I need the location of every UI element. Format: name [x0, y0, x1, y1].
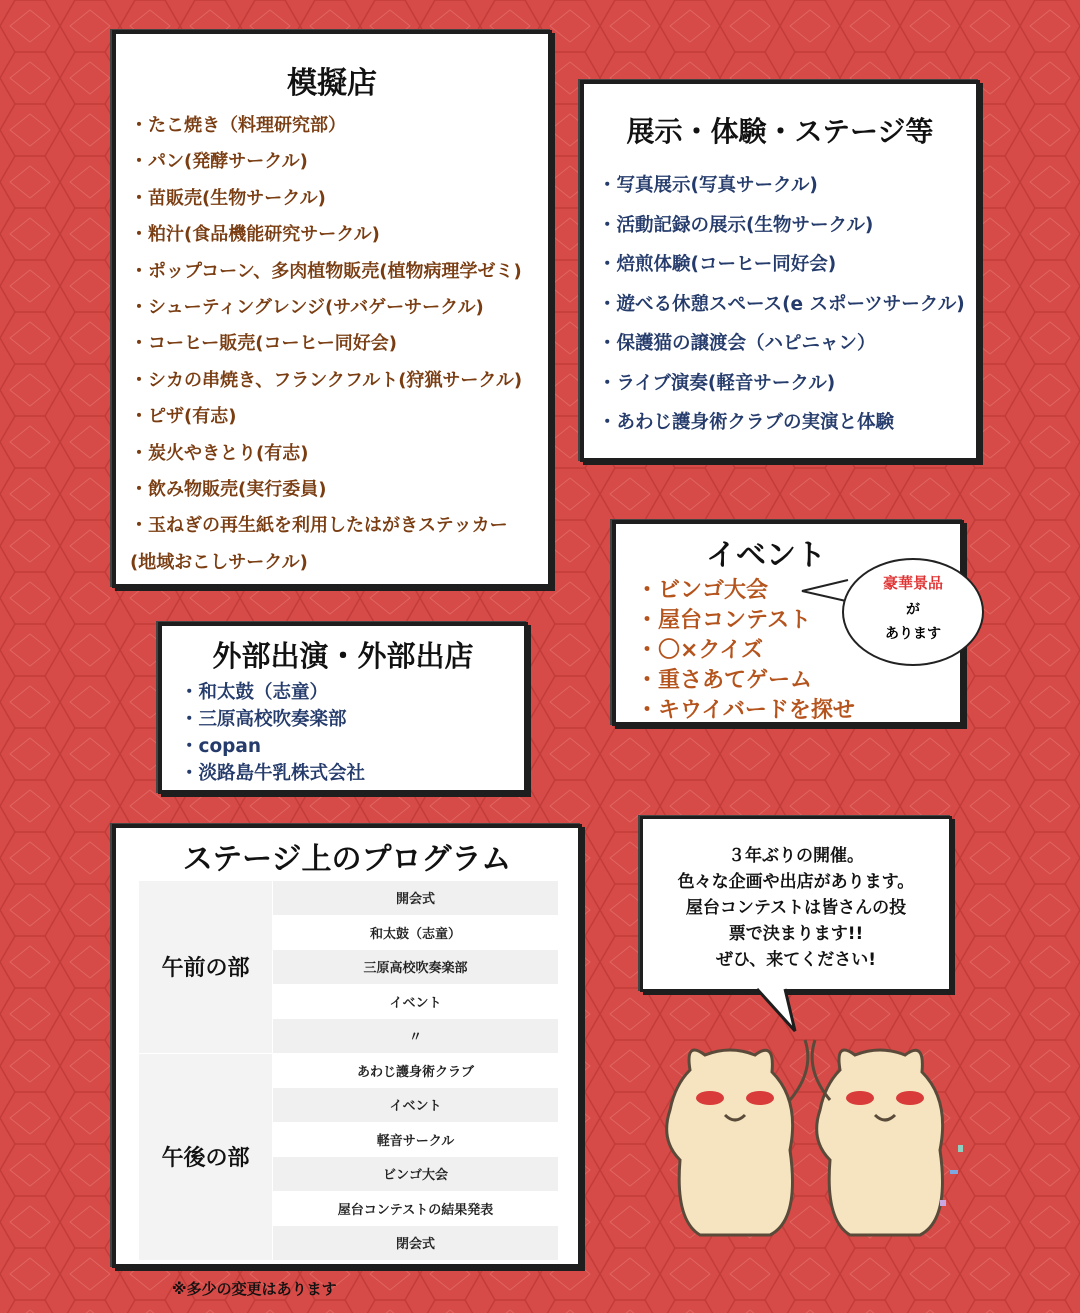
- list-item: ・写真展示(写真サークル): [598, 175, 818, 196]
- list-item: ・飲み物販売(実行委員): [130, 479, 327, 501]
- stage-title: ステージ上のプログラム: [182, 842, 512, 877]
- list-item: ・あわじ護身術クラブの実演と体験: [598, 412, 895, 433]
- mogiten-list: [130, 108, 548, 581]
- list-item: ・炭火やきとり(有志): [130, 442, 309, 464]
- list-item: ・三原高校吹奏楽部: [180, 709, 347, 730]
- program-table: [138, 880, 559, 1261]
- speech-tail: [755, 985, 815, 1035]
- speech-line: ぜひ、来てください!: [715, 950, 877, 970]
- speech-line: 色々な企画や出店があります。: [677, 872, 915, 892]
- list-item: ・遊べる休憩スペース(e スポーツサークル): [598, 293, 965, 315]
- program-item: イベント: [273, 1088, 559, 1123]
- program-item: 開会式: [273, 881, 559, 916]
- gaibu-panel: [158, 622, 528, 794]
- list-item: ・活動記録の展示(生物サークル): [598, 214, 874, 236]
- prize-line2: が: [906, 602, 920, 618]
- list-item: ・シューティングレンジ(サバゲーサークル): [130, 297, 484, 319]
- mogiten-title: 模擬店: [287, 66, 377, 101]
- afternoon-label: 午後の部: [139, 1053, 273, 1260]
- list-item: ・キウイバードを探せ: [636, 698, 855, 723]
- program-item: ビンゴ大会: [273, 1157, 559, 1192]
- list-item: ・ライブ演奏(軽音サークル): [598, 372, 836, 394]
- prize-bubble: [842, 558, 984, 666]
- list-item: ・たこ焼き（料理研究部）: [130, 115, 346, 136]
- list-item: ・ピザ(有志): [130, 406, 237, 428]
- speech-line: 屋台コンテストは皆さんの投: [685, 898, 907, 918]
- mascot-right-illustration: [800, 1030, 970, 1250]
- program-item: イベント: [273, 984, 559, 1019]
- prize-highlight: 豪華景品: [882, 574, 943, 592]
- list-item: ・copan: [180, 736, 262, 757]
- prize-line3: あります: [885, 626, 941, 642]
- list-item: ・屋台コンテスト: [636, 608, 812, 633]
- list-item: ・パン(発酵サークル): [130, 151, 308, 173]
- list-item: ・ポップコーン、多肉植物販売(植物病理学ゼミ): [130, 260, 522, 282]
- gaibu-title: 外部出演・外部出店: [212, 639, 474, 673]
- morning-label: 午前の部: [139, 881, 273, 1054]
- table-row: [139, 1053, 559, 1088]
- change-note: ※多少の変更はあります: [172, 1280, 337, 1298]
- tenji-list: [598, 166, 976, 443]
- program-item: 三原高校吹奏楽部: [273, 950, 559, 985]
- program-item: 〃: [273, 1019, 559, 1054]
- list-item: ・〇×クイズ: [636, 638, 764, 663]
- program-item: 和太鼓（志童）: [273, 915, 559, 950]
- list-item: ・ビンゴ大会: [636, 578, 769, 603]
- list-item: ・焙煎体験(コーヒー同好会): [598, 254, 837, 275]
- program-item: 軽音サークル: [273, 1122, 559, 1157]
- speech-text: [643, 843, 949, 973]
- list-item: ・玉ねぎの再生紙を利用したはがきステッカー: [130, 515, 508, 537]
- list-item: ・シカの串焼き、フランクフルト(狩猟サークル): [130, 369, 523, 391]
- program-item: あわじ護身術クラブ: [273, 1053, 559, 1088]
- speech-line: 票で決まります!!: [728, 924, 864, 944]
- list-item: ・重さあてゲーム: [636, 668, 813, 693]
- program-item: 屋台コンテストの結果発表: [273, 1191, 559, 1226]
- mogiten-panel: [112, 30, 552, 588]
- gaibu-list: [180, 679, 524, 787]
- list-item: ・淡路島牛乳株式会社: [180, 763, 366, 784]
- tenji-panel: [580, 80, 980, 462]
- program-item: 閉会式: [273, 1226, 559, 1261]
- list-item: ・和太鼓（志童）: [180, 682, 329, 703]
- list-item: (地域おこしサークル): [130, 551, 308, 573]
- table-row: [139, 881, 559, 916]
- mascot-left-illustration: [650, 1030, 820, 1250]
- speech-box: [640, 816, 952, 992]
- list-item: ・粕汁(食品機能研究サークル): [130, 224, 380, 246]
- event-title: イベント: [706, 538, 826, 573]
- list-item: ・苗販売(生物サークル): [130, 187, 326, 209]
- speech-line: ３年ぶりの開催。: [728, 846, 864, 866]
- tenji-title: 展示・体験・ステージ等: [626, 115, 934, 148]
- list-item: ・コーヒー販売(コーヒー同好会): [130, 333, 398, 355]
- list-item: ・保護猫の譲渡会（ハピニャン）: [598, 333, 876, 354]
